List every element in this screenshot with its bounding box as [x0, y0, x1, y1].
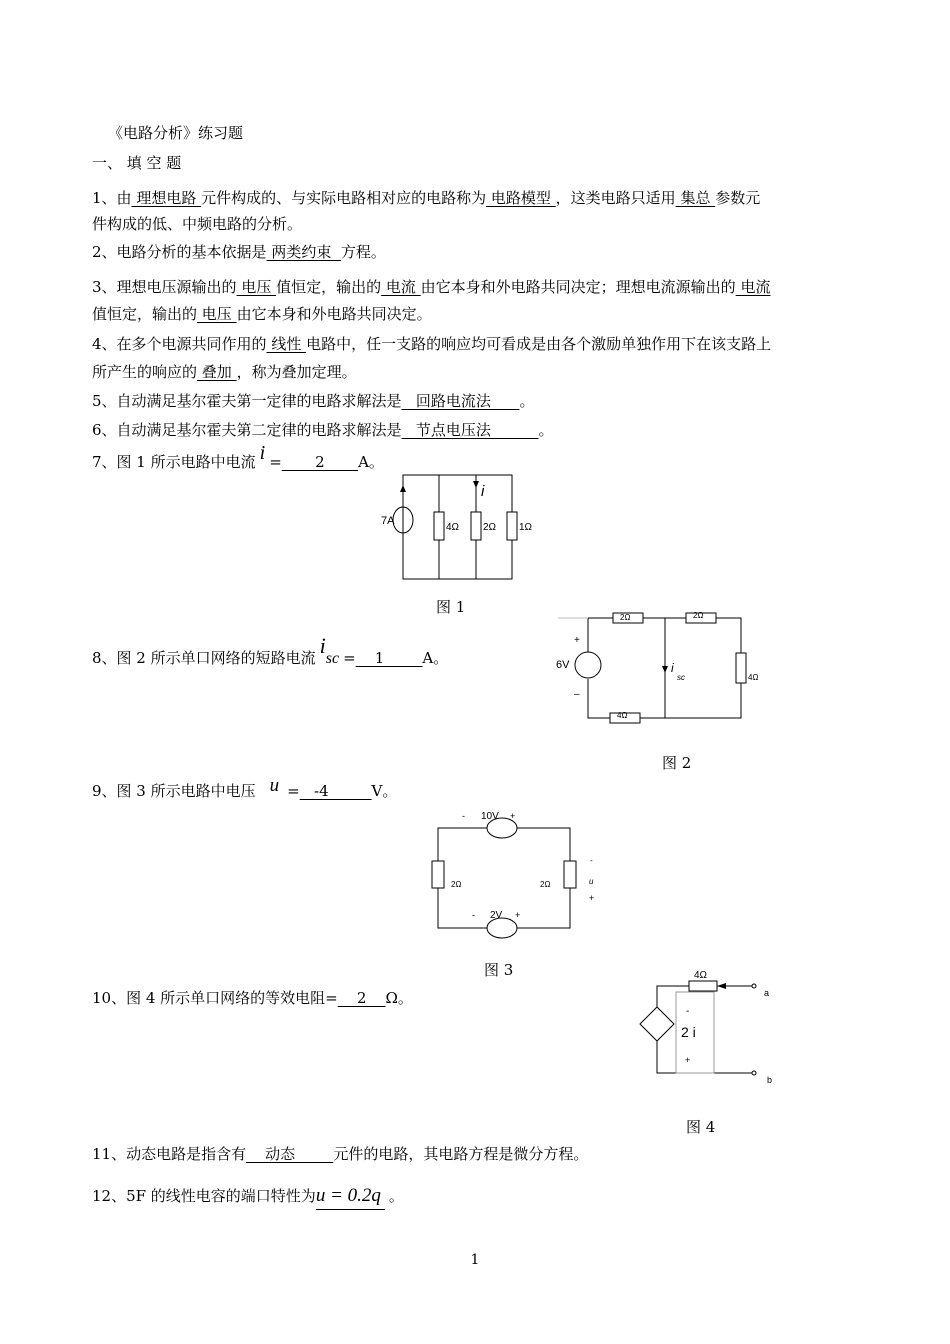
- fig1-current-label: i: [481, 483, 485, 500]
- figure-3-circuit: [420, 805, 610, 940]
- q9-eq: =: [287, 782, 300, 800]
- current-arrow-icon: [473, 481, 479, 488]
- fig2-plus: +: [574, 635, 580, 646]
- q4-text: 电路中，任一支路的响应均可看成是由各个激励单独作用下在该支路上: [306, 335, 772, 353]
- q1-text: ，这类电路只适用: [555, 189, 676, 207]
- fig2-r-top-right: 2Ω: [693, 611, 704, 620]
- fig1-r3-label: 1Ω: [519, 522, 533, 533]
- fig2-minus: –: [574, 689, 580, 700]
- fig3-bottom-plus: +: [515, 910, 521, 920]
- section-heading: 一、 填 空 题: [92, 154, 182, 172]
- figure-2-circuit: [550, 605, 760, 730]
- question-7: [92, 442, 862, 472]
- q2-text: 方程。: [340, 243, 386, 261]
- fig3-voltage-label: u: [589, 877, 594, 886]
- figure-1-circuit: [380, 470, 540, 585]
- fig3-r-right: 2Ω: [540, 880, 551, 889]
- question-3: [92, 277, 862, 297]
- q7-text: 7、图 1 所示电路中电流: [92, 453, 256, 471]
- q7-var: i: [259, 442, 266, 464]
- fig3-top-minus: -: [462, 811, 465, 821]
- current-source-arrow-icon: [400, 485, 406, 492]
- q3-text: 值恒定，输出的: [276, 278, 382, 296]
- fig4-terminal-b: b: [767, 1075, 773, 1085]
- q10-answer: 2: [337, 989, 386, 1007]
- fig3-u-minus: -: [590, 856, 593, 865]
- question-5: [92, 391, 862, 411]
- q9-text: 9、图 3 所示电路中电压: [92, 782, 256, 800]
- q7-eq: =: [269, 453, 282, 471]
- q2-answer: 两类约束: [266, 243, 341, 261]
- q8-answer: 1: [355, 649, 423, 667]
- fig2-source-label: 6V: [556, 659, 570, 671]
- question-1: [92, 188, 862, 208]
- q2-text: 2、电路分析的基本依据是: [92, 243, 267, 261]
- terminal-arrow-icon: [717, 983, 726, 989]
- q8-text: A。: [422, 649, 449, 667]
- fig1-r1-label: 4Ω: [446, 522, 460, 533]
- q4-answer-2: 叠加: [197, 363, 237, 381]
- fig1-source-label: 7A: [381, 515, 395, 527]
- fig4-minus: -: [686, 1006, 690, 1017]
- q1-text: 1、由: [92, 189, 132, 207]
- q9-answer: -4: [299, 782, 372, 800]
- figure-4-circuit: [630, 962, 780, 1087]
- q6-answer: 节点电压法: [401, 421, 539, 439]
- q11-text: 11、动态电路是指含有: [92, 1145, 247, 1163]
- q12-answer: u = 0.2q: [316, 1186, 385, 1210]
- fig2-r-bottom: 4Ω: [617, 711, 628, 720]
- q3-answer-3: 电流: [735, 278, 771, 296]
- q9-var: u: [269, 775, 280, 796]
- fig1-r2-label: 2Ω: [483, 522, 497, 533]
- q12-text: 。: [388, 1187, 404, 1205]
- q3-answer-4: 电压: [197, 305, 237, 323]
- page-number: 1: [470, 1252, 480, 1268]
- fig3-bottom-minus: -: [472, 910, 475, 920]
- fig3-u-plus: +: [589, 893, 595, 903]
- question-2: [92, 242, 862, 262]
- fig4-plus: +: [685, 1055, 691, 1065]
- question-11: [92, 1144, 862, 1164]
- question-6: [92, 420, 862, 440]
- q3-text: 3、理想电压源输出的: [92, 278, 237, 296]
- figure-4-caption: 图 4: [686, 1118, 716, 1136]
- q1-answer-2: 电路模型: [486, 189, 556, 207]
- q5-text: 5、自动满足基尔霍夫第一定律的电路求解法是: [92, 392, 402, 410]
- fig2-r-right: 4Ω: [748, 673, 759, 682]
- question-1-cont: 件构成的低、中频电路的分析。: [92, 215, 303, 233]
- fig4-resistor-label: 4Ω: [694, 970, 708, 981]
- q7-text: A。: [358, 453, 384, 471]
- q7-answer: 2: [281, 453, 359, 471]
- q5-answer: 回路电流法: [401, 392, 520, 410]
- fig3-top-source: 10V: [481, 811, 499, 822]
- fig3-bottom-source: 2V: [490, 910, 503, 921]
- question-9: [92, 775, 862, 801]
- q1-answer-3: 集总: [675, 189, 716, 207]
- q4-answer-1: 线性: [266, 335, 307, 353]
- q6-text: 。: [538, 421, 554, 439]
- question-3-cont: [92, 304, 862, 324]
- q4-text: 所产生的响应的: [92, 363, 198, 381]
- q8-text: 8、图 2 所示单口网络的短路电流: [92, 649, 316, 667]
- q3-text: 由它本身和外电路共同决定。: [236, 305, 432, 323]
- q8-var: i: [319, 633, 326, 658]
- q1-text: 元件构成的、与实际电路相对应的电路称为: [201, 189, 487, 207]
- q1-answer-1: 理想电路: [131, 189, 202, 207]
- q1-text: 参数元: [715, 189, 761, 207]
- q3-text: 由它本身和外电路共同决定；理想电流源输出的: [420, 278, 736, 296]
- q4-text: ，称为叠加定理。: [236, 363, 357, 381]
- q8-eq: =: [343, 649, 356, 667]
- q3-text: 值恒定，输出的: [92, 305, 198, 323]
- fig3-top-plus: +: [510, 811, 516, 821]
- q3-answer-2: 电流: [381, 278, 421, 296]
- question-4: [92, 334, 862, 354]
- q6-text: 6、自动满足基尔霍夫第二定律的电路求解法是: [92, 421, 402, 439]
- q5-text: 。: [519, 392, 535, 410]
- question-12: [92, 1186, 862, 1210]
- fig3-r-left: 2Ω: [451, 880, 462, 889]
- fig2-current-label: i: [671, 661, 674, 675]
- isc-arrow-icon: [662, 666, 668, 673]
- question-4-cont: [92, 362, 862, 382]
- figure-3-caption: 图 3: [484, 961, 514, 979]
- fig4-ctrl-label: 2 i: [681, 1024, 696, 1040]
- page-title: 《电路分析》练习题: [108, 124, 244, 142]
- fig2-r-top-left: 2Ω: [620, 613, 631, 622]
- q4-text: 4、在多个电源共同作用的: [92, 335, 267, 353]
- q8-var-sub: sc: [325, 650, 340, 667]
- q10-text: 10、图 4 所示单口网络的等效电阻=: [92, 989, 338, 1007]
- q11-text: 元件的电路，其电路方程是微分方程。: [333, 1145, 589, 1163]
- fig4-terminal-a: a: [764, 988, 770, 998]
- q3-answer-1: 电压: [236, 278, 277, 296]
- figure-1-caption: 图 1: [436, 598, 466, 616]
- fig2-current-sub: sc: [677, 673, 685, 682]
- figure-2-caption: 图 2: [662, 754, 692, 772]
- q9-text: V。: [371, 782, 398, 800]
- q12-text: 12、5F 的线性电容的端口特性为: [92, 1187, 316, 1205]
- q11-answer: 动态: [246, 1145, 334, 1163]
- q10-text: Ω。: [385, 989, 413, 1007]
